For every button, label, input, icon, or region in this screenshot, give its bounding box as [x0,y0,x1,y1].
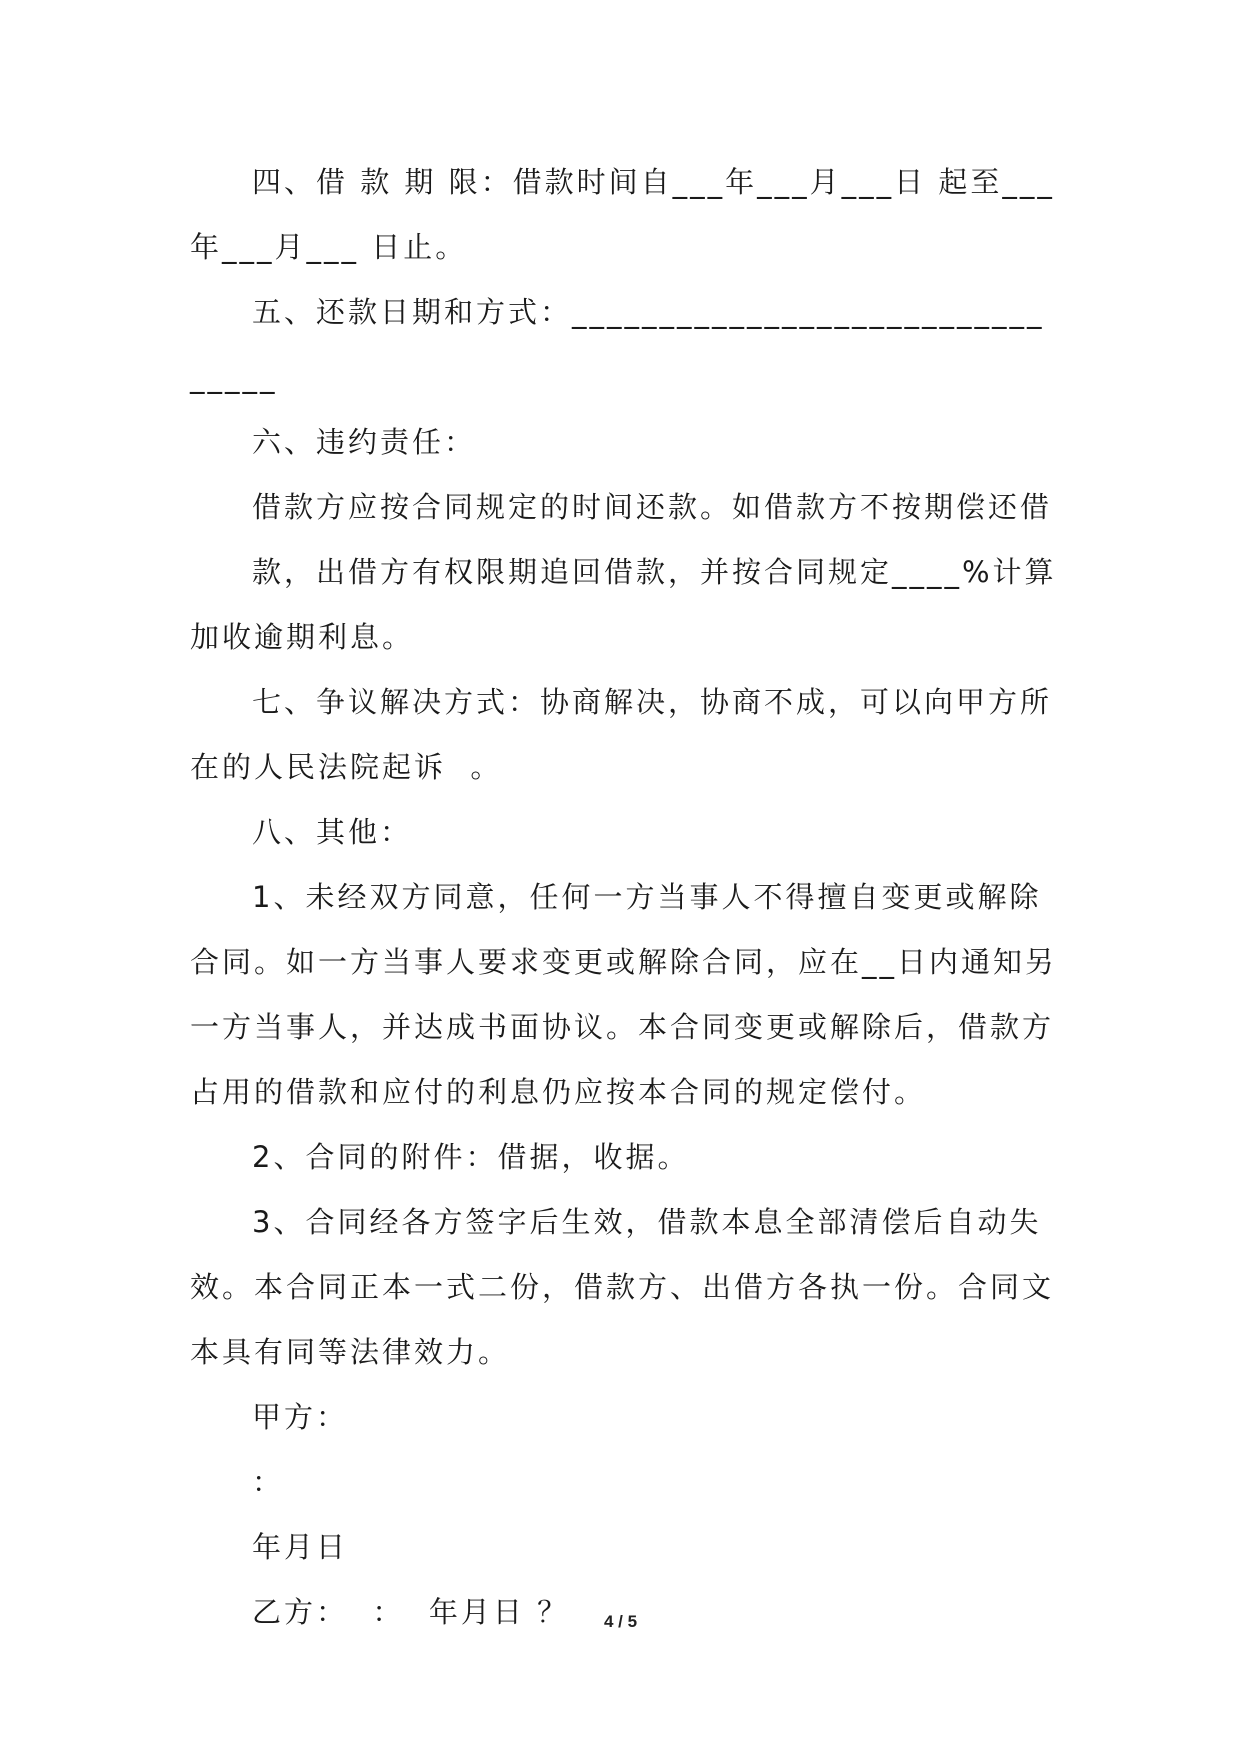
paragraph-party-a-colon: ： [252,1465,285,1499]
paragraph-term-period: 四、借 款 期 限：借款时间自___年___月___日 起至___年___月___ 日止。 [190,165,1055,264]
paragraph-party-b: 乙方： ： 年月日 ？ [252,1595,570,1629]
page-number: 4 / 5 [603,1612,638,1631]
paragraph-other-1: 1、未经双方同意，任何一方当事人不得擅自变更或解除合同。如一方当事人要求变更或解除合同，应在__日内通知另一方当事人，并达成书面协议。本合同变更或解除后，借款方占用的借款和应付的利息仍应按本合同的规定偿付。 [190,880,1058,1109]
paragraph-liability-line-2: 款，出借方有权限期追回借款，并按合同规定____%计算加收逾期利息。 [190,555,1057,654]
paragraph-repayment: 五、还款日期和方式：________________________________ [190,295,1045,394]
paragraph-liability-heading: 六、违约责任： [252,425,477,459]
paragraph-dispute: 七、争议解决方式：协商解决，协商不成，可以向甲方所在的人民法院起诉 。 [190,685,1053,784]
paragraph-other-3: 3、合同经各方签字后生效，借款本息全部清偿后自动失效。本合同正本一式二份，借款方、出借方各执一份。合同文本具有同等法律效力。 [190,1205,1055,1369]
paragraph-liability-line-1: 借款方应按合同规定的时间还款。如借款方不按期偿还借 [252,490,1053,524]
paragraph-party-a-date: 年月日 [252,1530,349,1564]
paragraph-other-2: 2、合同的附件：借据，收据。 [252,1140,690,1174]
document-body [190,150,1060,1645]
paragraph-party-a: 甲方： [252,1400,349,1434]
paragraph-other-heading: 八、其他： [252,815,413,849]
